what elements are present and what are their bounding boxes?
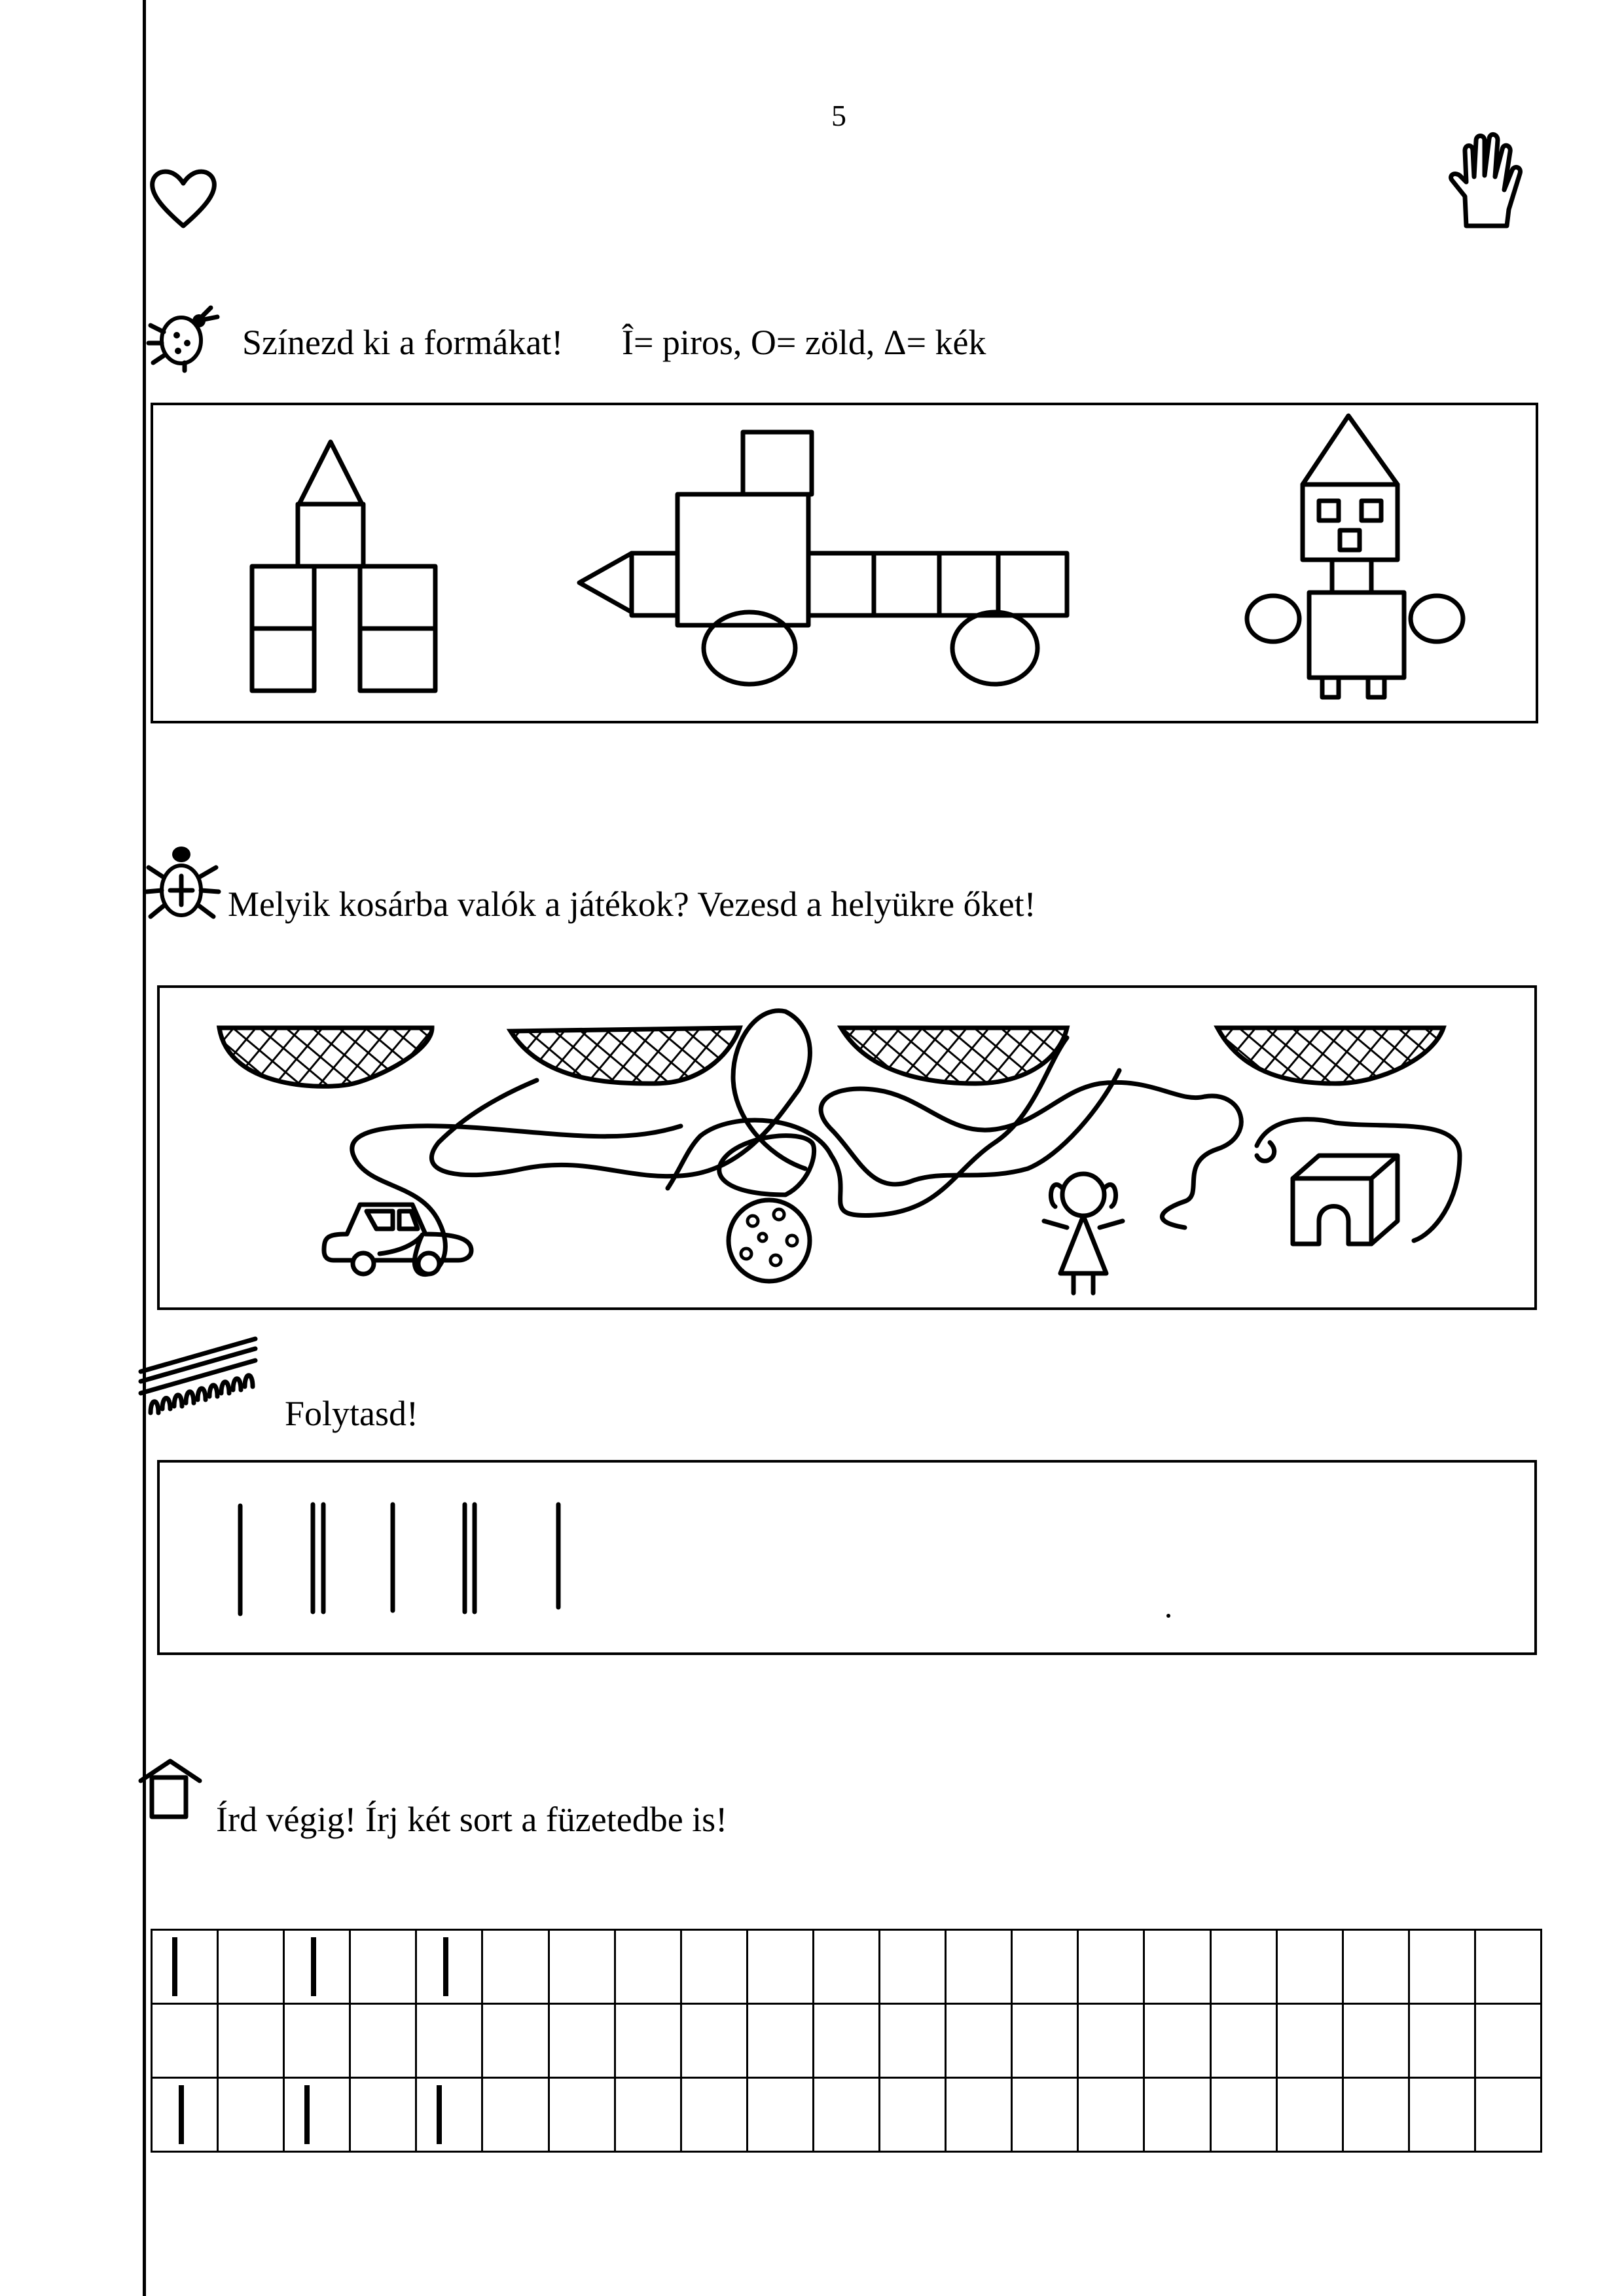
grid-cell[interactable] — [946, 2078, 1012, 2152]
instruction-3: Folytasd! — [285, 1394, 419, 1433]
grid-cell[interactable] — [549, 2004, 615, 2078]
ball-icon — [729, 1200, 810, 1281]
grid-cell[interactable] — [813, 2004, 879, 2078]
grid-cell[interactable] — [416, 1930, 482, 2004]
stroke-mark — [172, 1937, 177, 1996]
grid-cell[interactable] — [1475, 2004, 1541, 2078]
grid-cell[interactable] — [1210, 2078, 1276, 2152]
grid-cell[interactable] — [1475, 2078, 1541, 2152]
grid-cell[interactable] — [747, 2004, 813, 2078]
pattern-lines — [157, 1460, 1537, 1655]
car-icon — [324, 1205, 471, 1274]
stroke-mark — [443, 1937, 448, 1996]
grid-cell[interactable] — [1078, 2078, 1144, 2152]
grid-cell[interactable] — [681, 1930, 747, 2004]
shapes-castle — [245, 435, 442, 710]
grid-cell[interactable] — [482, 1930, 549, 2004]
maze-drawing — [157, 985, 1537, 1310]
stroke-mark — [437, 2085, 442, 2144]
stroke-mark — [304, 2085, 310, 2144]
color-legend: Î= piros, O= zöld, Δ= kék — [622, 323, 986, 362]
grid-cell[interactable] — [350, 1930, 416, 2004]
beetle-icon — [145, 838, 221, 923]
grid-cell[interactable] — [1144, 1930, 1210, 2004]
grid-cell[interactable] — [1409, 1930, 1475, 2004]
grid-cell[interactable] — [1012, 2078, 1078, 2152]
grid-cell[interactable] — [152, 2078, 218, 2152]
grid-cell[interactable] — [747, 2078, 813, 2152]
grid-row — [152, 1930, 1542, 2004]
house-icon — [137, 1758, 203, 1827]
heart-icon — [147, 164, 219, 229]
basket-1 — [219, 1028, 432, 1086]
grid-cell[interactable] — [350, 2078, 416, 2152]
stroke-mark — [311, 1937, 316, 1996]
grid-cell[interactable] — [1210, 1930, 1276, 2004]
grid-cell[interactable] — [284, 2004, 350, 2078]
grid-cell[interactable] — [152, 1930, 218, 2004]
grid-cell[interactable] — [1276, 2078, 1343, 2152]
grid-cell[interactable] — [1343, 2078, 1409, 2152]
grid-cell[interactable] — [880, 2078, 946, 2152]
shapes-truck — [569, 426, 1080, 707]
grid-cell[interactable] — [813, 2078, 879, 2152]
basket-3 — [841, 1028, 1067, 1084]
grid-cell[interactable] — [284, 1930, 350, 2004]
hand-icon — [1447, 131, 1538, 229]
grid-cell[interactable] — [1276, 2004, 1343, 2078]
grid-cell[interactable] — [549, 1930, 615, 2004]
grid-cell[interactable] — [880, 1930, 946, 2004]
grid-row — [152, 2078, 1542, 2152]
instruction-4: Írd végig! Írj két sort a füzetedbe is! — [216, 1800, 728, 1839]
grid-cell[interactable] — [681, 2004, 747, 2078]
grid-cell[interactable] — [946, 1930, 1012, 2004]
grid-cell[interactable] — [615, 1930, 681, 2004]
grid-cell[interactable] — [1210, 2004, 1276, 2078]
writing-grid — [151, 1929, 1542, 2153]
instruction-1: Színezd ki a formákat! — [242, 323, 564, 362]
grid-cell[interactable] — [615, 2004, 681, 2078]
grid-cell[interactable] — [482, 2078, 549, 2152]
grid-cell[interactable] — [1343, 2004, 1409, 2078]
grid-cell[interactable] — [1012, 2004, 1078, 2078]
grid-row — [152, 2004, 1542, 2078]
grid-cell[interactable] — [747, 1930, 813, 2004]
grid-cell[interactable] — [416, 2004, 482, 2078]
grid-cell[interactable] — [284, 2078, 350, 2152]
doll-icon — [1044, 1174, 1123, 1293]
grid-cell[interactable] — [1475, 1930, 1541, 2004]
grid-cell[interactable] — [1144, 2004, 1210, 2078]
grid-cell[interactable] — [482, 2004, 549, 2078]
grid-cell[interactable] — [681, 2078, 747, 2152]
grid-cell[interactable] — [1078, 1930, 1144, 2004]
grid-cell[interactable] — [1276, 1930, 1343, 2004]
ladybug-icon — [145, 302, 224, 371]
grid-cell[interactable] — [880, 2004, 946, 2078]
grid-cell[interactable] — [416, 2078, 482, 2152]
grid-cell[interactable] — [1144, 2078, 1210, 2152]
grid-cell[interactable] — [813, 1930, 879, 2004]
grid-cell[interactable] — [946, 2004, 1012, 2078]
grid-cell[interactable] — [549, 2078, 615, 2152]
grid-cell[interactable] — [152, 2004, 218, 2078]
grid-cell[interactable] — [1343, 1930, 1409, 2004]
grid-cell[interactable] — [1012, 1930, 1078, 2004]
shapes-robot — [1240, 409, 1470, 710]
fence-icon — [137, 1336, 275, 1421]
basket-2 — [511, 1028, 740, 1084]
page-number: 5 — [831, 99, 846, 132]
toy-block-icon — [1293, 1156, 1398, 1244]
grid-cell[interactable] — [1409, 2078, 1475, 2152]
grid-cell[interactable] — [350, 2004, 416, 2078]
grid-cell[interactable] — [1078, 2004, 1144, 2078]
grid-cell[interactable] — [218, 1930, 284, 2004]
stroke-mark — [179, 2085, 184, 2144]
basket-4 — [1218, 1028, 1443, 1084]
grid-cell[interactable] — [1409, 2004, 1475, 2078]
grid-cell[interactable] — [218, 2078, 284, 2152]
grid-cell[interactable] — [615, 2078, 681, 2152]
instruction-2: Melyik kosárba valók a játékok? Vezesd a helyükre őket! — [228, 884, 1036, 924]
grid-cell[interactable] — [218, 2004, 284, 2078]
